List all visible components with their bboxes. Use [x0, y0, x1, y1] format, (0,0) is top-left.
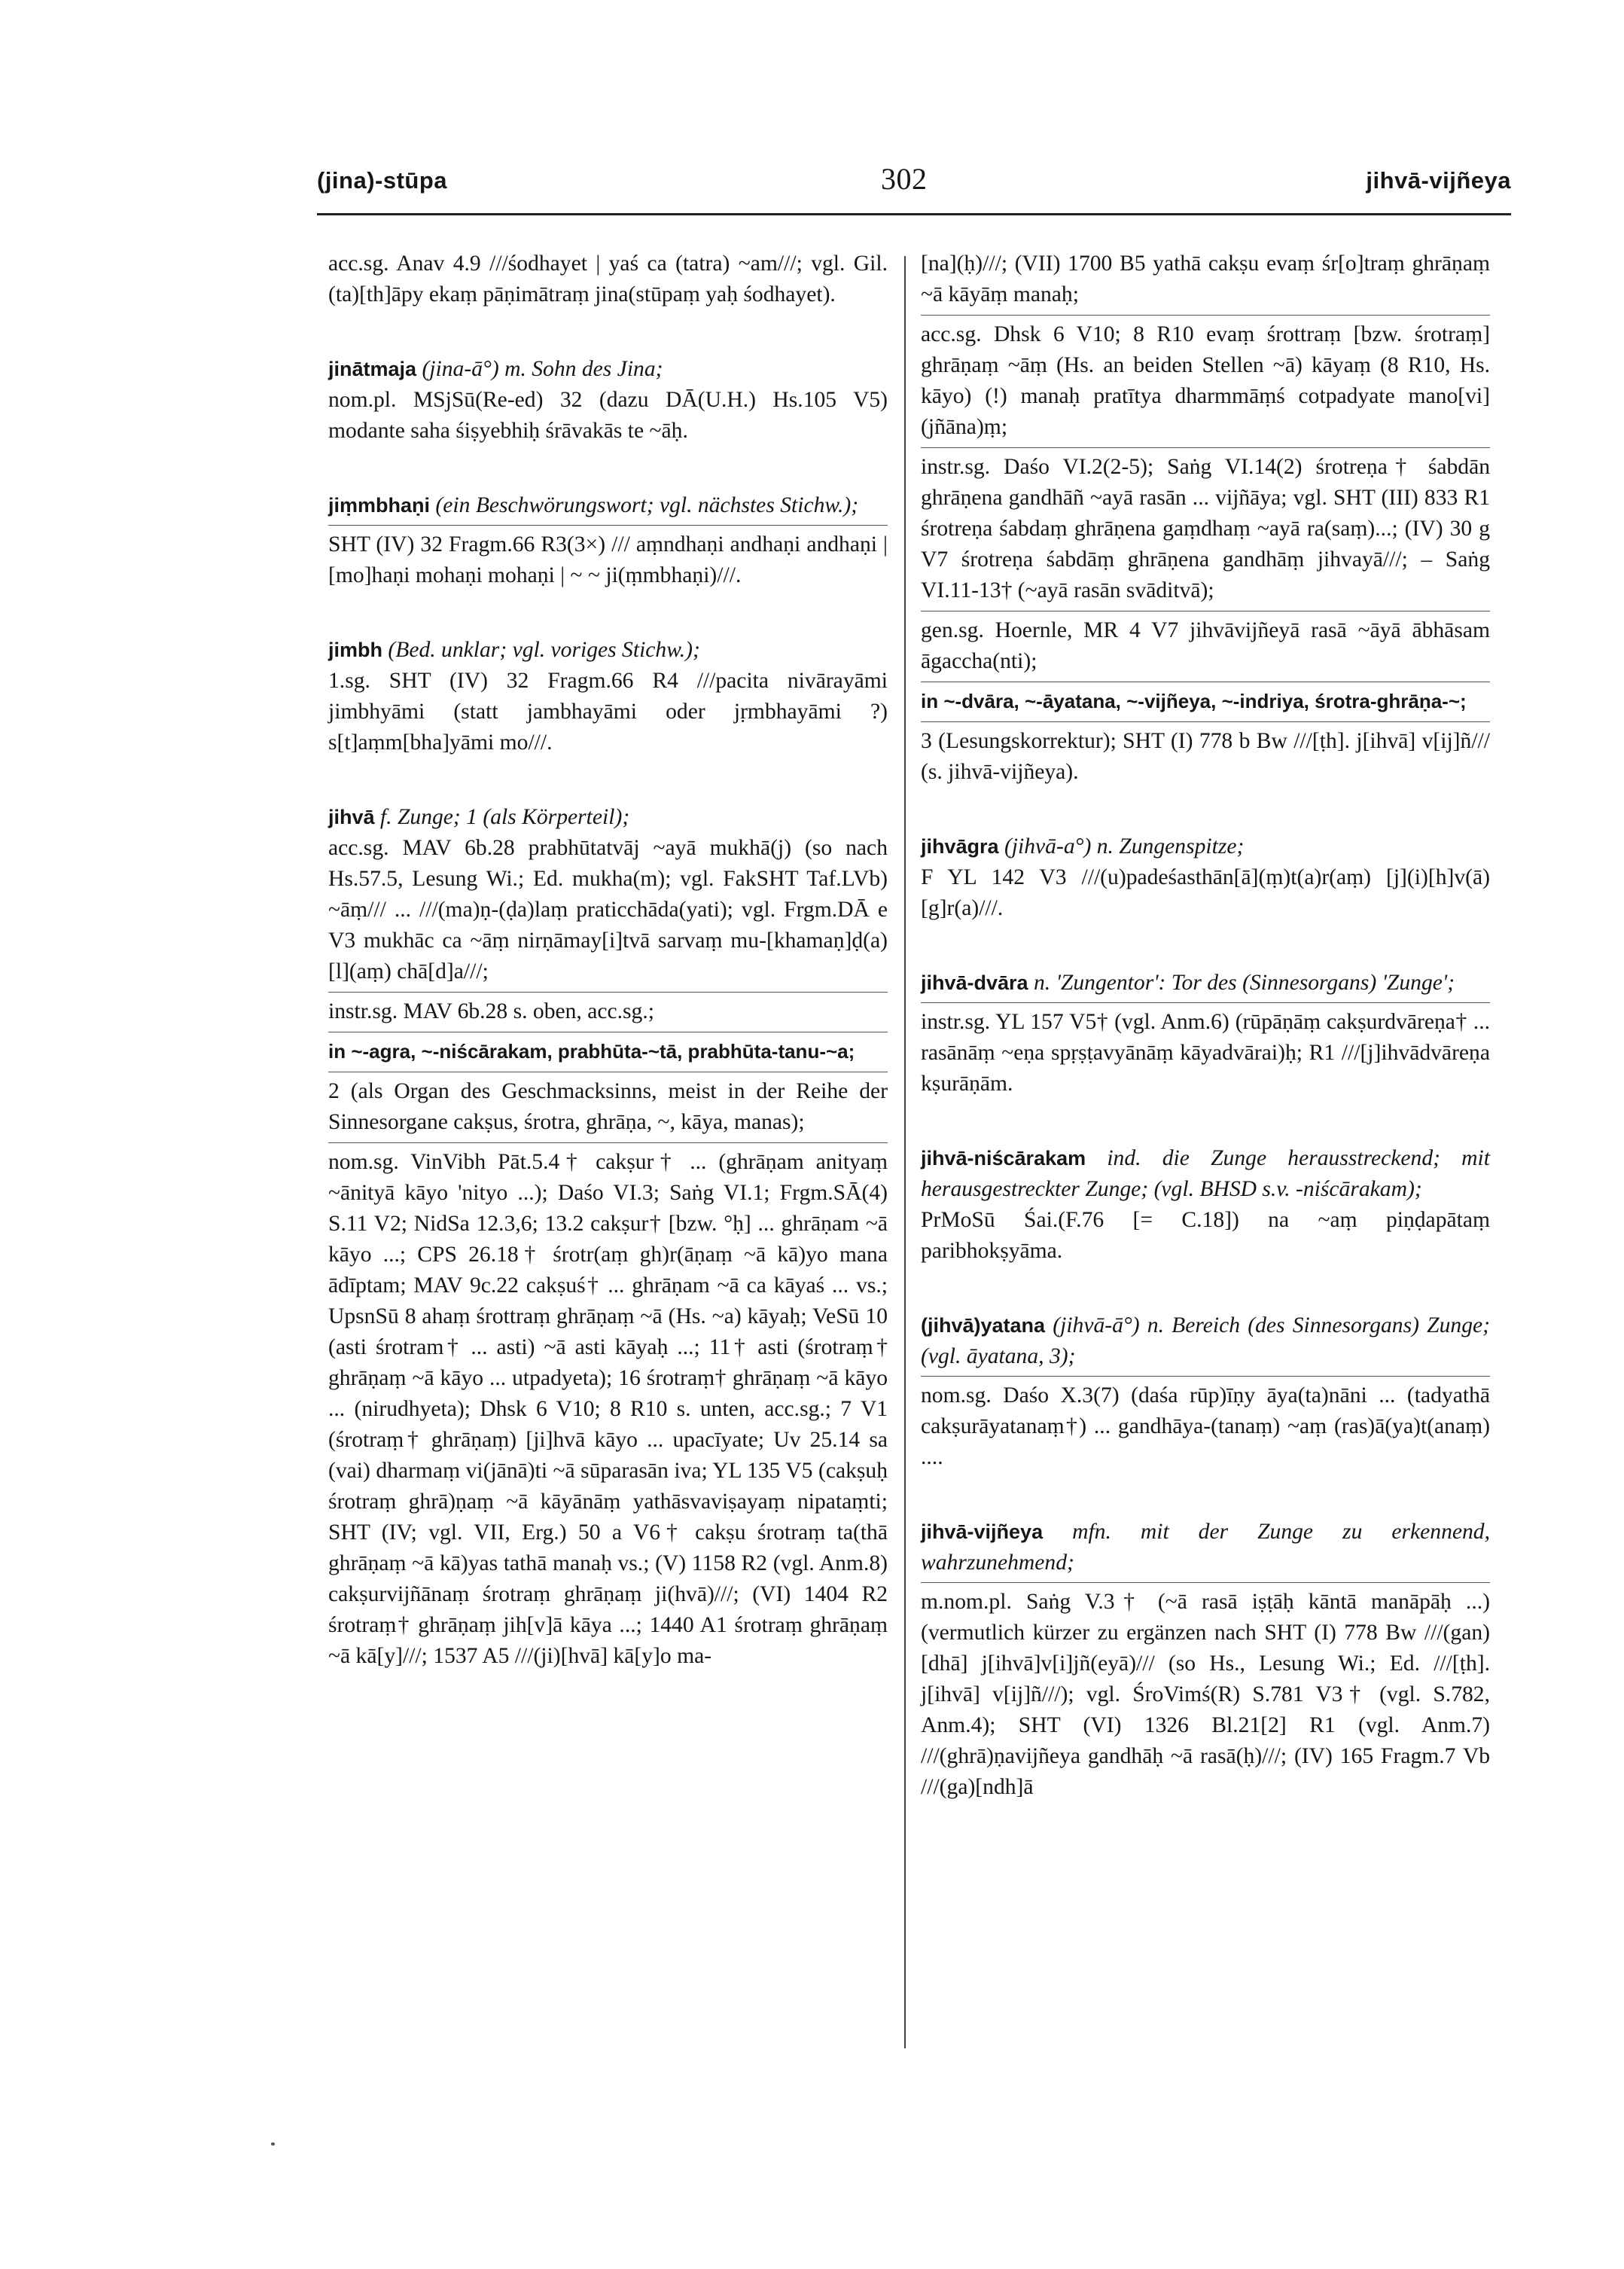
cross-reference: in ~-agra, ~-niścārakam, prabhūta-~tā, prabhūta-tanu-~a;: [328, 1040, 855, 1063]
definition: (jihvā-a°) n. Zungenspitze;: [998, 834, 1245, 858]
paragraph: PrMoSū Śai.(F.76 [= C.18]) na ~aṃ piṇḍapātaṃ paribhokṣyāma.: [921, 1208, 1490, 1263]
definition: (ein Beschwörungswort; vgl. nächstes Stichw.);: [430, 493, 859, 517]
paragraph: instr.sg. Daśo VI.2(2-5); Saṅg VI.14(2) śrotreṇa† śabdān ghrāṇena gandhāñ ~ayā rasān ... vijñāya; vgl. SHT (III) 833 R1 śrotreṇa śabdaṃ ghrāṇena gaṃdhaṃ ~ayā ra(saṃ)...; (IV) 30 g V7 śrotreṇa śabdāṃ ghrāṇena gandhāṃ jihvayā///; – Saṅg VI.11-13† (~ayā rasān svāditvā);: [921, 455, 1490, 602]
grammar-separator: [921, 447, 1490, 448]
cross-reference: in ~-dvāra, ~-āyatana, ~-vijñeya, ~-indriya, śrotra-ghrāṇa-~;: [921, 690, 1467, 712]
paragraph: m.nom.pl. Saṅg V.3† (~ā rasā iṣṭāḥ kāntā manāpāḥ ...) (vermutlich kürzer zu ergänzen nach SHT (I) 778 Bw ///(gan)[dhā] j[ihvā]v[i]jñ(eyā)/// (so Hs., Lesung Wi.; Ed. ///[ṭh]. j[ihvā] v[ij]ñ///); vgl. ŚroVimś(R) S.781 V3† (vgl. S.782, Anm.4); SHT (VI) 1326 Bl.21[2] R1 (vgl. Anm.7) ///(ghrā)ṇavijñeya gandhāḥ ~ā rasā(ḥ)///; (IV) 165 Fragm.7 Vb ///(ga)[ndh]ā: [921, 1590, 1490, 1799]
entry-header: [921, 1310, 1490, 1372]
entry-jihvayatana: [921, 1310, 1490, 1473]
headword: jimbh: [328, 639, 382, 661]
grammar-separator: [328, 992, 888, 993]
definition: (Bed. unklar; vgl. voriges Stichw.);: [382, 638, 700, 662]
entry-header: [921, 968, 1490, 999]
entry-jihva-dvara: [921, 968, 1490, 1099]
running-head-right: jihvā-vijñeya: [1366, 167, 1511, 194]
left-column: [328, 249, 888, 1693]
entry-header: [921, 1517, 1490, 1578]
headword: (jihvā)yatana: [921, 1314, 1046, 1337]
entry-jimbh: [328, 635, 888, 758]
entry-jihva-niscarakam: [921, 1143, 1490, 1267]
headword: jiṃmbhaṇi: [328, 494, 431, 517]
entry-jihva: [328, 802, 888, 1672]
headword: jihvā: [328, 806, 375, 828]
grammar-separator: [328, 525, 888, 526]
header-rule: [317, 213, 1511, 215]
definition: (jihvā-ā°) n. Bereich (des Sinnesorgans) Zunge; (vgl. āyatana, 3);: [921, 1313, 1490, 1368]
paragraph: instr.sg. YL 157 V5† (vgl. Anm.6) (rūpāṇāṃ cakṣurdvāreṇa† ... rasānāṃ ~eṇa spṛṣṭavyānāṃ kāyadvārai)ḥ; R1 ///[j]ihvādvāreṇa kṣurāṇām.: [921, 1010, 1490, 1096]
right-column: [921, 249, 1490, 1824]
entry-header: [921, 831, 1490, 862]
paragraph: nom.sg. VinVibh Pāt.5.4† cakṣur† ... (ghrāṇam anityaṃ ~ānityā kāyo 'nityo ...); Daśo VI.3; Saṅg VI.1; Frgm.SĀ(4) S.11 V2; NidSa 12.3,6; 13.2 cakṣur† [bzw. °ḥ] ... ghrāṇam ~ā kāyo ...; CPS 26.18† śrotr(aṃ gh)r(āṇaṃ ~ā kā)yo mana ādīptam; MAV 9c.22 cakṣuś† ... ghrāṇam ~ā ca kāyaś ... vs.; UpsnSū 8 ahaṃ śrottraṃ ghrāṇaṃ ~ā (Hs. ~a) kāyaḥ; VeSū 10 (asti śrotram† ... asti) ~ā asti kāyaḥ ...; 11† asti (śrotraṃ† ghrāṇaṃ ~ā kāyo ... utpadyeta); 16 śrotraṃ† ghrāṇaṃ ~ā kāyo ... (nirudhyeta); Dhsk 6 V10; 8 R10 s. unten, acc.sg.; 7 V1 (śrotraṃ† ghrāṇaṃ) [ji]hvā kāyo ... upacīyate; Uv 25.14 sa (vai) dharmaṃ vi(jānā)ti ~ā sūparasān iva; YL 135 V5 (cakṣuḥ śrotraṃ ghrā)ṇaṃ ~ā kāyānāṃ yathāsvaviṣayaṃ nipataṃti; SHT (IV; vgl. VII, Erg.) 50 a V6† cakṣu śrotraṃ ta(thā ghrāṇaṃ ~ā kā)yas tathā manaḥ vs.; (V) 1158 R2 (vgl. Anm.8) cakṣurvijñānaṃ śrotraṃ ghrāṇaṃ ji(hvā)///; (VI) 1404 R2 śrotraṃ† ghrāṇaṃ jih[v]ā kāya ...; 1440 A1 śrotraṃ ghrāṇaṃ ~ā kā[y]///; 1537 A5 ///(ji)[hvā] kā[y]o ma-: [328, 1150, 888, 1668]
entry-jihva-vijneya: [921, 1517, 1490, 1803]
paragraph: 3 (Lesungskorrektur); SHT (I) 778 b Bw ///[ṭh]. j[ihvā] v[ij]ñ/// (s. jihvā-vijñeya).: [921, 729, 1490, 784]
paragraph: nom.pl. MSjSū(Re-ed) 32 (dazu DĀ(U.H.) Hs.105 V5) modante saha śiṣyebhiḥ śrāvakās te ~āḥ.: [328, 388, 888, 443]
entry-jihvagra: [921, 831, 1490, 924]
grammar-separator: [921, 1002, 1490, 1003]
entry-header: [328, 490, 888, 521]
definition: ind. die Zunge herausstreckend; mit herausgestreckter Zunge; (vgl. BHSD s.v. -niścārakam);: [921, 1146, 1490, 1201]
entry-jimmbhani: [328, 490, 888, 591]
entry-header: [921, 1143, 1490, 1205]
definition: mfn. mit der Zunge zu erkennend, wahrzunehmend;: [921, 1520, 1490, 1575]
grammar-separator: [921, 315, 1490, 316]
page-number: 302: [881, 162, 928, 196]
paragraph: nom.sg. Daśo X.3(7) (daśa rūp)īṇy āya(ta)nāni ... (tadyathā cakṣurāyatanaṃ†) ... gandhāya-(tanaṃ) ~aṃ (ras)ā(ya)t(anaṃ) ....: [921, 1383, 1490, 1469]
paragraph: instr.sg. MAV 6b.28 s. oben, acc.sg.;: [328, 999, 654, 1023]
grammar-separator: [921, 1582, 1490, 1583]
headword: jihvā-vijñeya: [921, 1520, 1044, 1543]
grammar-separator: [921, 721, 1490, 722]
paragraph: [na](ḥ)///; (VII) 1700 B5 yathā cakṣu evaṃ śr[o]traṃ ghrāṇaṃ ~ā kāyāṃ manaḥ;: [921, 252, 1490, 306]
paragraph: acc.sg. MAV 6b.28 prabhūtatvāj ~ayā mukhā(j) (so nach Hs.57.5, Lesung Wi.; Ed. mukha(m); vgl. FakSHT Taf.LVb) ~āṃ/// ... ///(ma)ṇ-(ḍa)laṃ praticchāda(yati); vgl. Frgm.DĀ e V3 mukhāc ca ~āṃ nirṇāmay[i]tvā sarvaṃ mu-[khamaṇ]ḍ(a)[l](aṃ) chā[d]a///;: [328, 836, 888, 984]
headword: jinātmaja: [328, 358, 417, 380]
paragraph: acc.sg. Dhsk 6 V10; 8 R10 evaṃ śrottraṃ [bzw. śrotraṃ] ghrāṇaṃ ~āṃ (Hs. an beiden Stellen ~ā) kāyaṃ (8 R10, Hs. kāyo) (!) manaḥ pratītya dharmmāṃś cotpadyate mano[vi](jñāna)ṃ;: [921, 322, 1490, 439]
definition: (jina-ā°) m. Sohn des Jina;: [416, 357, 663, 381]
paragraph: 1.sg. SHT (IV) 32 Fragm.66 R4 ///pacita nivārayāmi jimbhyāmi (statt jambhayāmi oder jṛmbhayāmi ?) s[t]aṃm[bha]yāmi mo///.: [328, 669, 888, 755]
grammar-separator: [328, 1142, 888, 1143]
entry-header: [328, 802, 888, 833]
paragraph: 2 (als Organ des Geschmacksinns, meist in der Reihe der Sinnesorgane cakṣus, śrotra, ghrāṇa, ~, kāya, manas);: [328, 1079, 888, 1134]
headword: jihvā-niścārakam: [921, 1147, 1086, 1170]
paragraph: SHT (IV) 32 Fragm.66 R3(3×) /// aṃndhaṇi andhaṇi andhaṇi | [mo]haṇi mohaṇi mohaṇi | ~ ~ ji(ṃmbhaṇi)///.: [328, 532, 888, 587]
entry-jinatmaja: [328, 354, 888, 447]
running-head-left: (jina)-stūpa: [317, 167, 448, 194]
entry-continuation: [328, 249, 888, 310]
definition: f. Zunge; 1 (als Körperteil);: [374, 805, 630, 829]
column-divider: [904, 256, 906, 2048]
headword: jihvāgra: [921, 835, 999, 858]
grammar-separator: [921, 1376, 1490, 1377]
headword: jihvā-dvāra: [921, 971, 1028, 994]
entry-header: [328, 635, 888, 666]
scan-speck: [271, 2142, 275, 2145]
paragraph: gen.sg. Hoernle, MR 4 V7 jihvāvijñeyā rasā ~āyā ābhāsam āgaccha(nti);: [921, 618, 1490, 673]
definition: n. 'Zungentor': Tor des (Sinnesorgans) 'Zunge';: [1028, 971, 1455, 995]
entry-header: [328, 354, 888, 385]
paragraph: F YL 142 V3 ///(u)padeśasthān[ā](ṃ)t(a)r(aṃ) [j](i)[h]v(ā)[g]r(a)///.: [921, 865, 1490, 920]
paragraph: acc.sg. Anav 4.9 ///śodhayet | yaś ca (tatra) ~am///; vgl. Gil. (ta)[th]āpy ekaṃ pāṇimātraṃ jina(stūpaṃ yaḥ śodhayet).: [328, 252, 888, 306]
